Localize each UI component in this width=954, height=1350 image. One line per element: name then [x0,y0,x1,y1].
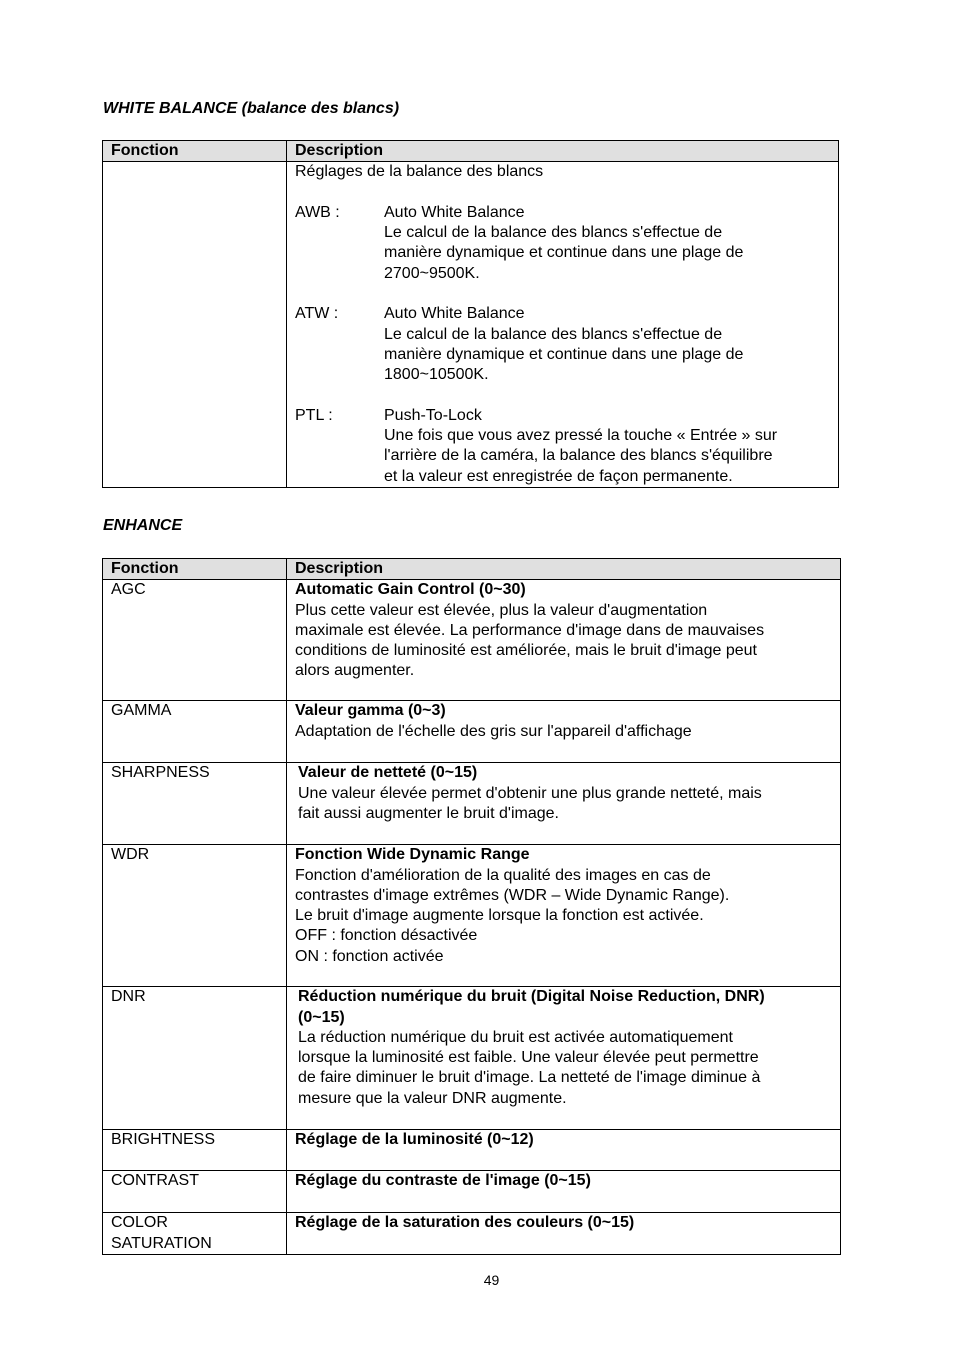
description-cell [287,580,841,701]
function-cell [103,1130,287,1171]
table-row [103,701,841,763]
definition-line: manière dynamique et continue dans une plage de [384,345,744,363]
description-line: mesure que la valeur DNR augmente. [298,1089,567,1107]
description-title: Réduction numérique du bruit (Digital Noise Reduction, DNR) [298,988,765,1006]
table-row [103,1171,841,1213]
function-label: COLOR [111,1214,168,1232]
description-cell [287,701,841,763]
description-line: Plus cette valeur est élevée, plus la valeur d'augmentation [295,601,708,619]
description-line: La réduction numérique du bruit est activée automatiquement [298,1028,733,1046]
function-cell [103,162,287,488]
description-line: contrastes d'image extrêmes (WDR – Wide Dynamic Range). [295,886,730,904]
description-cell [287,1213,841,1255]
definition-line: Le calcul de la balance des blancs s'effectue de [384,325,723,343]
white-balance-table [102,140,839,488]
description-line: ON : fonction activée [295,947,444,965]
column-header-function: Fonction [103,141,287,162]
description-cell [287,987,841,1130]
function-label: BRIGHTNESS [111,1131,216,1149]
function-cell [103,763,287,845]
definition-line: Le calcul de la balance des blancs s'effectue de [384,224,723,242]
description-title: Valeur gamma (0~3) [295,702,446,720]
definition-line: l'arrière de la caméra, la balance des blancs s'équilibre [384,447,773,465]
description-cell [287,763,841,845]
definition-atw [295,304,838,385]
definition-term: ATW : [295,305,339,323]
description-intro: Réglages de la balance des blancs [295,163,544,181]
description-line: alors augmenter. [295,662,415,680]
function-cell [103,1213,287,1255]
definition-title: Auto White Balance [384,305,525,323]
definition-ptl [295,406,838,487]
definition-title: Auto White Balance [384,203,525,221]
description-line: de faire diminuer le bruit d'image. La netteté de l'image diminue à [298,1069,761,1087]
description-cell [287,1171,841,1213]
definition-line: Une fois que vous avez pressé la touche « Entrée » sur [384,427,778,445]
description-line: maximale est élevée. La performance d'image dans de mauvaises [295,621,765,639]
table-header-row [103,141,839,162]
description-line: OFF : fonction désactivée [295,927,478,945]
function-label: DNR [111,988,146,1006]
column-header-description: Description [287,559,841,580]
description-line: conditions de luminosité est améliorée, mais le bruit d'image peut [295,642,757,660]
description-title: Fonction Wide Dynamic Range [295,846,530,864]
table-row [103,763,841,845]
description-title: Automatic Gain Control (0~30) [295,581,526,599]
function-cell [103,845,287,987]
function-cell [103,1171,287,1213]
description-cell [287,845,841,987]
function-label: SHARPNESS [111,764,210,782]
description-line: Une valeur élevée permet d'obtenir une plus grande netteté, mais [298,784,762,802]
description-line: Adaptation de l'échelle des gris sur l'appareil d'affichage [295,722,692,740]
definition-line: et la valeur est enregistrée de façon permanente. [384,467,733,485]
definition-term: AWB : [295,203,340,221]
function-cell [103,987,287,1130]
page-number: 49 [483,1272,500,1288]
section-heading-white-balance: WHITE BALANCE (balance des blancs) [103,100,400,117]
function-label: CONTRAST [111,1172,199,1190]
table-row [103,845,841,987]
table-row [103,162,839,488]
definition-term: PTL : [295,406,333,424]
definition-line: manière dynamique et continue dans une plage de [384,244,744,262]
table-row [103,1130,841,1171]
column-header-function: Fonction [103,559,287,580]
description-line: Le bruit d'image augmente lorsque la fonction est activée. [295,907,704,925]
description-title: (0~15) [298,1008,345,1026]
section-heading-enhance: ENHANCE [103,517,183,534]
table-header-row [103,559,841,580]
description-line: Fonction d'amélioration de la qualité des images en cas de [295,866,711,884]
description-title: Réglage du contraste de l'image (0~15) [295,1172,591,1190]
description-line: lorsque la luminosité est faible. Une valeur élevée peut permettre [298,1049,759,1067]
enhance-table [102,558,841,1255]
description-title: Réglage de la saturation des couleurs (0~15) [295,1214,635,1232]
definition-line: 1800~10500K. [384,366,489,384]
description-cell [287,162,839,488]
function-cell [103,701,287,763]
function-label: SATURATION [111,1234,212,1252]
function-label: AGC [111,581,146,599]
description-title: Réglage de la luminosité (0~12) [295,1131,534,1149]
function-label: GAMMA [111,702,172,720]
description-cell [287,1130,841,1171]
definition-awb [295,203,838,284]
table-row [103,1213,841,1255]
definition-line: 2700~9500K. [384,264,480,282]
table-row [103,580,841,701]
column-header-description: Description [287,141,839,162]
definition-title: Push-To-Lock [384,406,482,424]
function-label: WDR [111,846,150,864]
description-line: fait aussi augmenter le bruit d'image. [298,804,559,822]
description-title: Valeur de netteté (0~15) [298,764,478,782]
table-row [103,987,841,1130]
function-cell [103,580,287,701]
